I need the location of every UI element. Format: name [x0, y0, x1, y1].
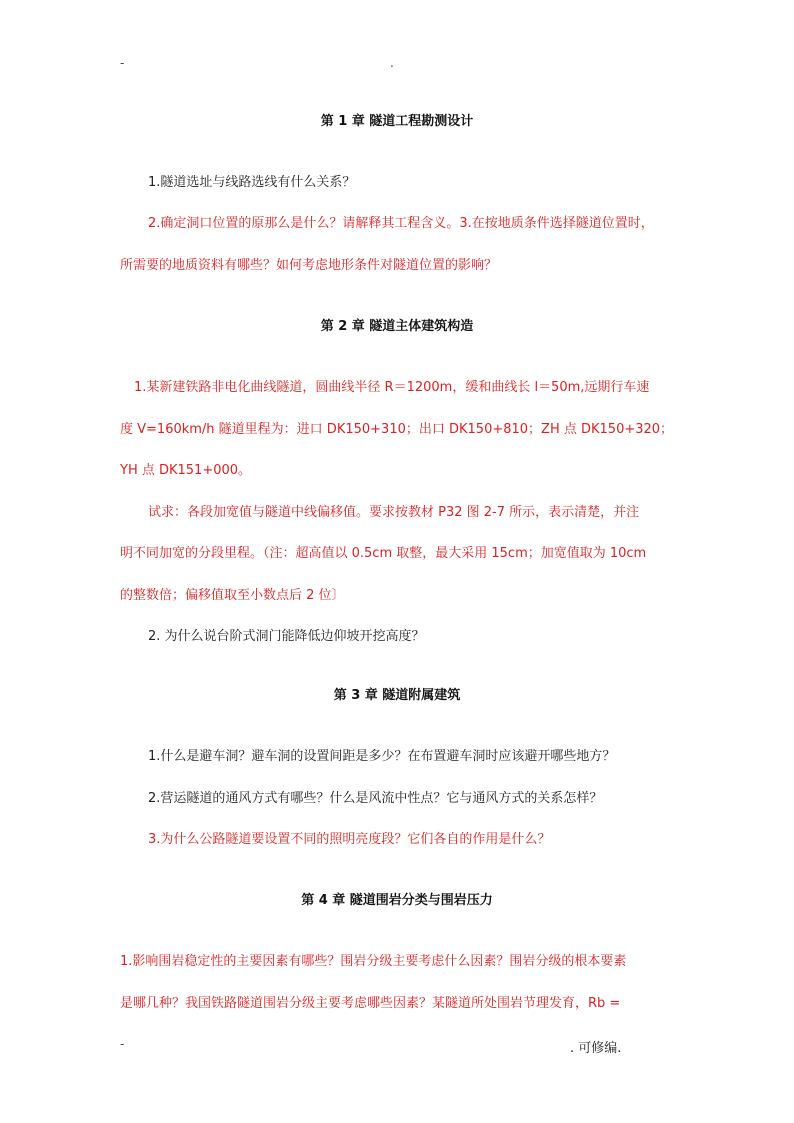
question-line: 2. 为什么说台阶式洞门能降低边仰坡开挖高度？	[148, 629, 425, 644]
header-right-mark: .	[390, 56, 394, 70]
header-left-mark: -	[120, 56, 125, 70]
footer-editable-note: . 可修编.	[570, 1041, 622, 1056]
chapter-1-title: 第 1 章 隧道工程勘测设计	[320, 114, 474, 129]
question-line: 试求：各段加宽值与隧道中线偏移值。要求按教材 P32 图 2-7 所示，表示清楚，并注	[148, 505, 640, 520]
question-line: 1.什么是避车洞？避车洞的设置间距是多少？在布置避车洞时应该避开哪些地方？	[148, 749, 616, 764]
question-line: 明不同加宽的分段里程。（注：超高值以 0.5cm 取整，最大采用 15cm；加宽值取为 10cm	[120, 546, 647, 561]
question-line: 1.某新建铁路非电化曲线隧道，圆曲线半径 R＝1200m，缓和曲线长 l＝50m,远期行车速	[134, 380, 650, 395]
chapter-4-title: 第 4 章 隧道围岩分类与围岩压力	[301, 893, 493, 908]
question-line: 1.隧道选址与线路选线有什么关系？	[148, 175, 356, 190]
chapter-3-title: 第 3 章 隧道附属建筑	[333, 688, 461, 703]
question-line: 1.影响围岩稳定性的主要因素有哪些？围岩分级主要考虑什么因素？围岩分级的根本要素	[120, 954, 627, 969]
question-line: YH 点 DK151+000。	[120, 463, 252, 478]
footer-left-mark: -	[120, 1037, 125, 1051]
question-line: 2.确定洞口位置的原那么是什么？请解释其工程含义。3.在按地质条件选择隧道位置时，	[148, 216, 654, 231]
question-line: 3.为什么公路隧道要设置不同的照明亮度段？它们各自的作用是什么？	[148, 832, 551, 847]
question-line: 是哪几种？我国铁路隧道围岩分级主要考虑哪些因素？某隧道所处围岩节理发育，Rb =	[120, 996, 621, 1011]
question-line: 2.营运隧道的通风方式有哪些？什么是风流中性点？它与通风方式的关系怎样？	[148, 791, 603, 806]
page-header	[120, 56, 660, 74]
chapter-2-title: 第 2 章 隧道主体建筑构造	[320, 319, 474, 334]
question-line: 的整数倍；偏移值取至小数点后 2 位〕	[120, 588, 345, 603]
question-line: 度 V=160km/h 隧道里程为：进口 DK150+310；出口 DK150+810；ZH 点 DK150+320；	[120, 422, 674, 437]
question-line: 所需要的地质资料有哪些？如何考虑地形条件对隧道位置的影响？	[120, 258, 498, 273]
page-footer	[120, 1037, 680, 1057]
